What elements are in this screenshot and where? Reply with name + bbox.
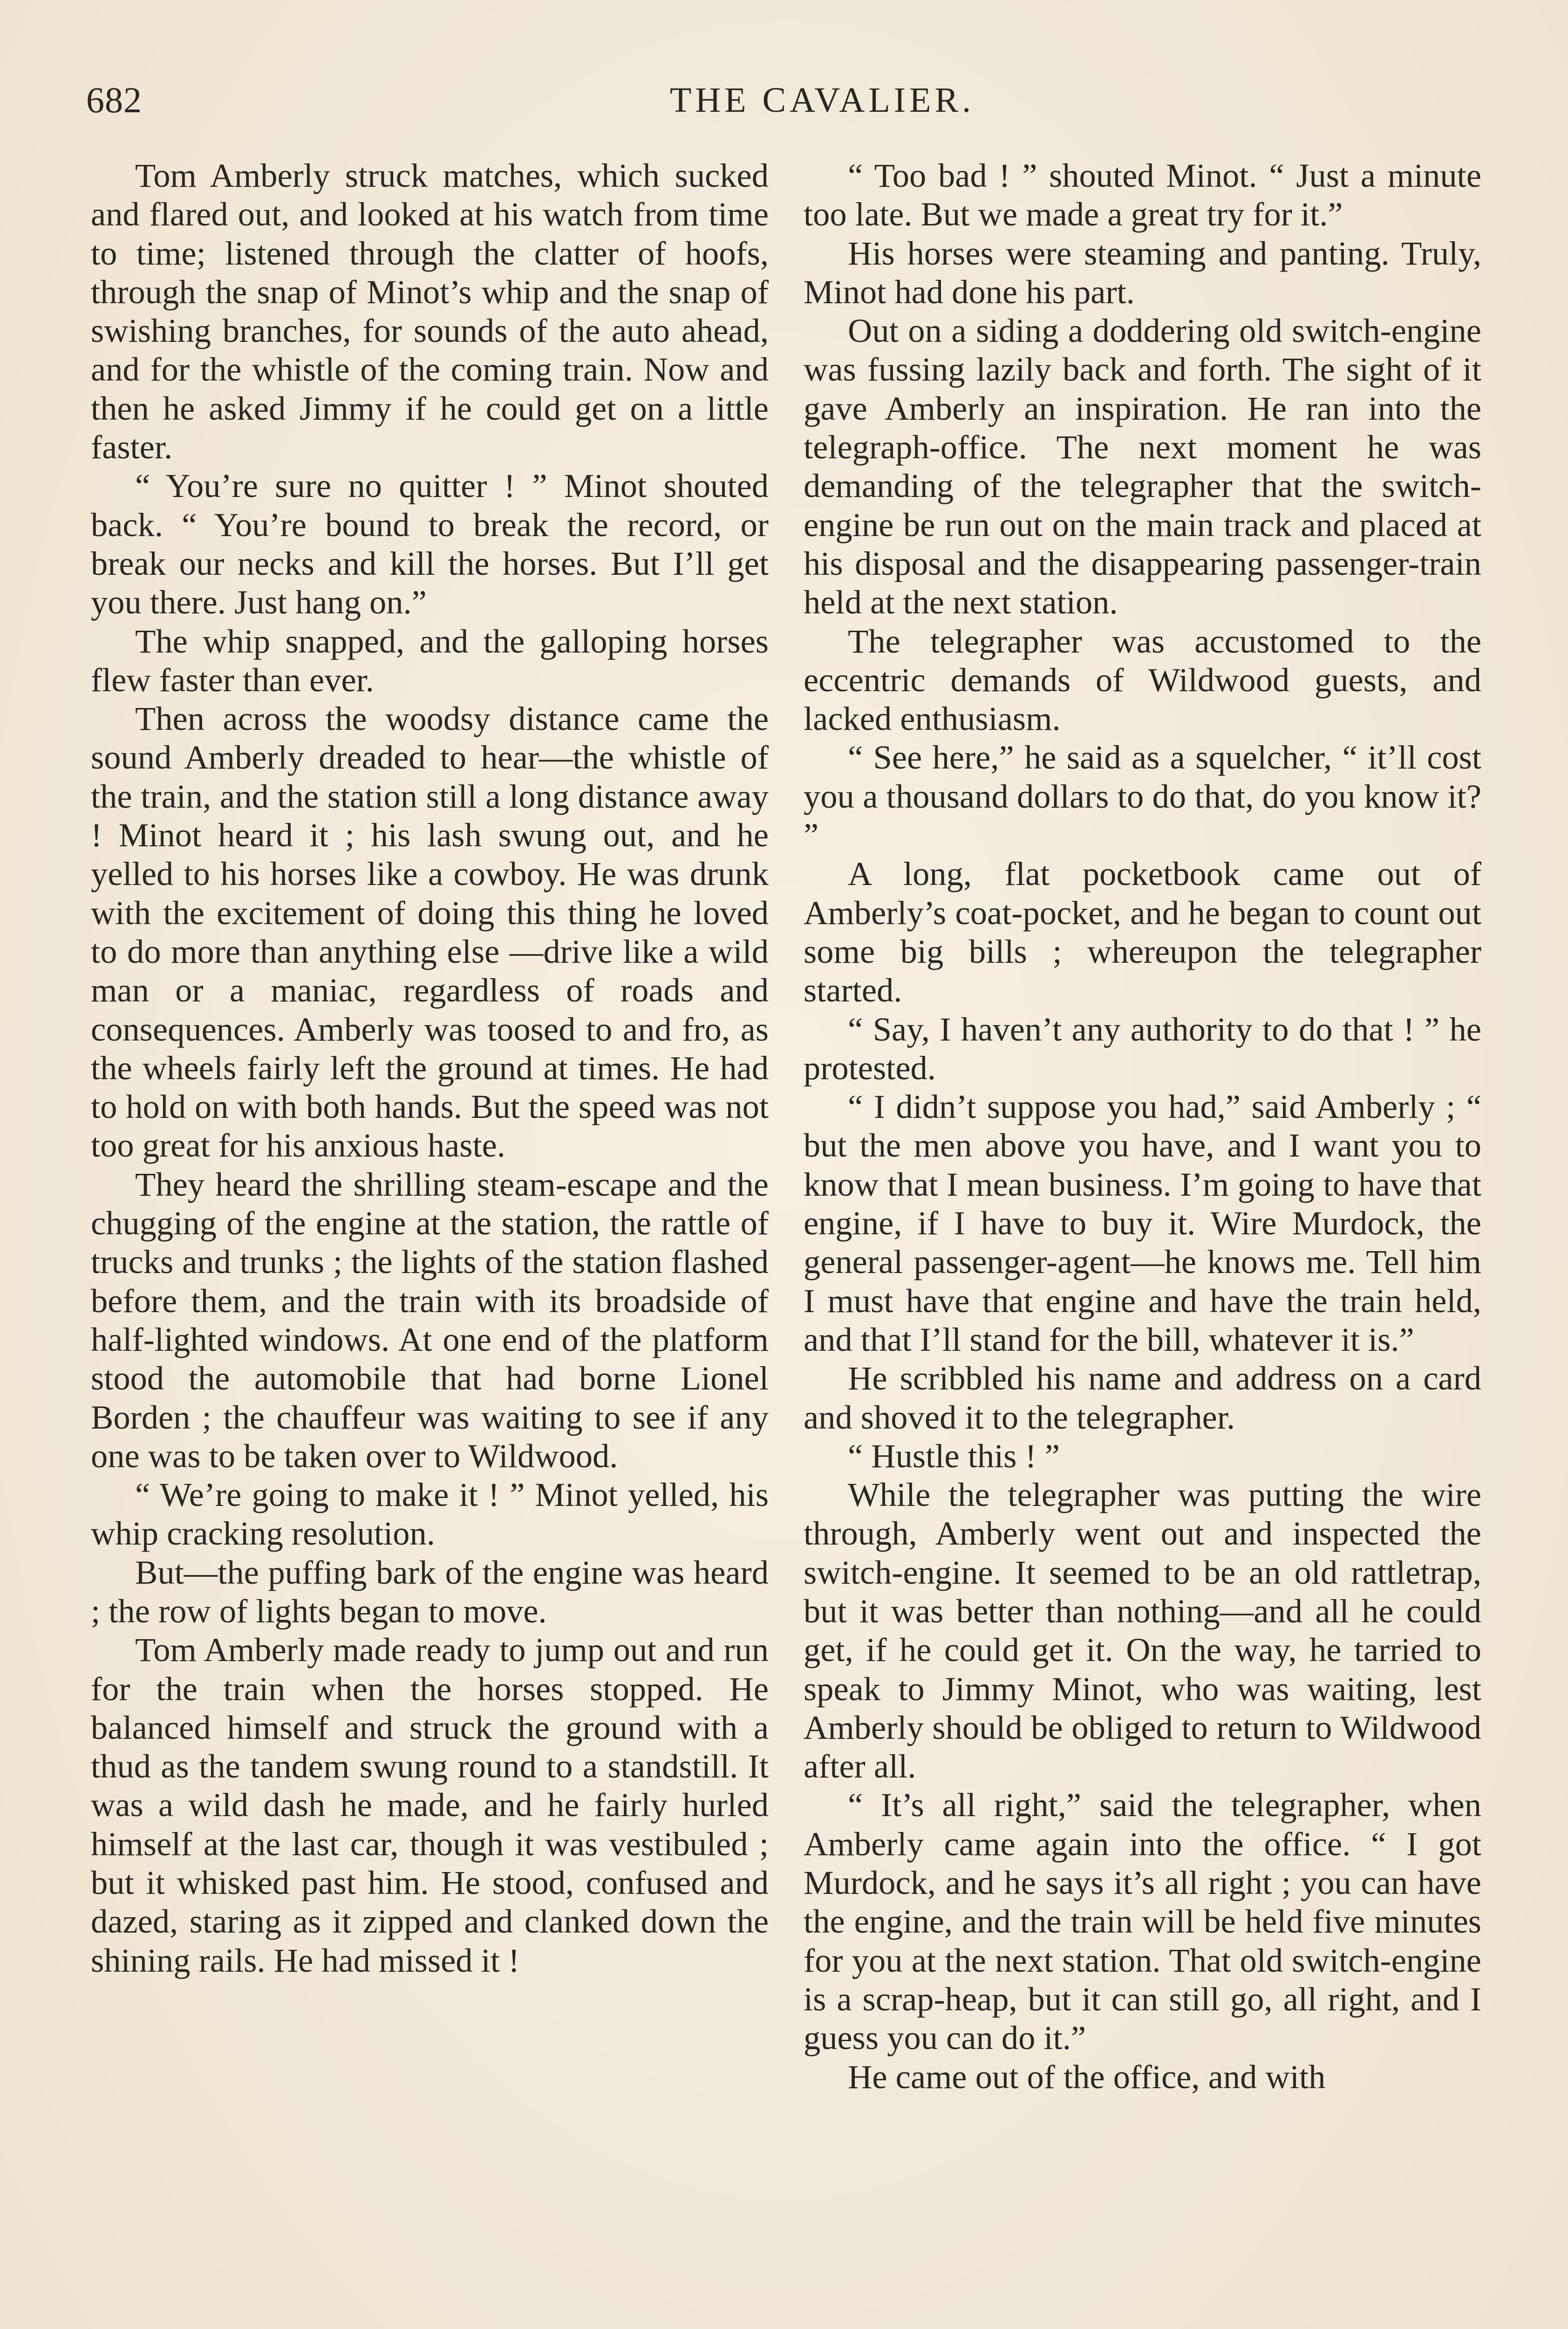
paragraph: Then across the woodsy distance came the sound Amberly dreaded to hear—the whistle of the train, and the station still a long distance away ! Minot heard it ; his lash swung out, and he yelled to his horses like a cowboy. He was drunk with the excitement of doing this thing he loved to do more than anything else —drive like a wild man or a maniac, regardless of roads and consequences. Amberly was toosed to and fro, as the wheels fairly left the ground at times. He had to hold on with both hands. But the speed was not too great for his anxious haste. — [91, 700, 769, 1164]
paragraph: They heard the shrilling steam-escape and the chugging of the engine at the station, the rattle of trucks and trunks ; the lights of the station flashed before them, and the train with its broadside of half-lighted windows. At one end of the platform stood the automobile that had borne Lionel Borden ; the chauffeur was waiting to see if any one was to be taken over to Wildwood. — [91, 1165, 769, 1475]
paragraph: He scribbled his name and address on a card and shoved it to the telegrapher. — [804, 1359, 1481, 1436]
paragraph: His horses were steaming and panting. Truly, Minot had done his part. — [804, 234, 1481, 311]
page-number: 682 — [86, 80, 142, 120]
page-header — [86, 77, 1484, 133]
paragraph: “ We’re going to make it ! ” Minot yelled, his whip cracking resolution. — [91, 1476, 769, 1553]
paragraph: While the telegrapher was putting the wire through, Amberly went out and inspected the switch-engine. It seemed to be an old rattletrap, but it was better than nothing—and all he could get, if he could get it. On the way, he tarried to speak to Jimmy Minot, who was waiting, lest Amberly should be obliged to return to Wildwood after all. — [804, 1476, 1481, 1785]
running-title: THE CAVALIER. — [669, 81, 975, 120]
paragraph: “ You’re sure no quitter ! ” Minot shouted back. “ You’re bound to break the record, or break our necks and kill the horses. But I’ll get you there. Just hang on.” — [91, 467, 769, 621]
paragraph: “ Too bad ! ” shouted Minot. “ Just a minute too late. But we made a great try for it.” — [804, 157, 1481, 233]
paragraph: “ See here,” he said as a squelcher, “ it’ll cost you a thousand dollars to do that, do you know it? ” — [804, 738, 1481, 854]
left-column — [91, 156, 769, 1980]
paragraph: A long, flat pocketbook came out of Amberly’s coat-pocket, and he began to count out some big bills ; whereupon the telegrapher started. — [804, 855, 1481, 1009]
paragraph: “ It’s all right,” said the telegrapher, when Amberly came again into the office. “ I got Murdock, and he says it’s all right ; you can have the engine, and the train will be held five minutes for you at the next station. That old switch-engine is a scrap-heap, but it can still go, all right, and I guess you can do it.” — [804, 1786, 1481, 2057]
paragraph: “ I didn’t suppose you had,” said Amberly ; “ but the men above you have, and I want you to know that I mean business. I’m going to have that engine, if I have to buy it. Wire Murdock, the general passenger-agent—he knows me. Tell him I must have that engine and have the train held, and that I’ll stand for the bill, whatever it is.” — [804, 1088, 1481, 1358]
right-column — [804, 156, 1481, 2096]
paragraph: Tom Amberly made ready to jump out and run for the train when the horses stopped. He balanced himself and struck the ground with a thud as the tandem swung round to a standstill. It was a wild dash he made, and he fairly hurled himself at the last car, though it was vestibuled ; but it whisked past him. He stood, confused and dazed, staring as it zipped and clanked down the shining rails. He had missed it ! — [91, 1631, 769, 1979]
paragraph: He came out of the office, and with — [848, 2057, 1326, 2096]
paragraph: The telegrapher was accustomed to the eccentric demands of Wildwood guests, and lacked enthusiasm. — [804, 622, 1481, 738]
paragraph: “ Say, I haven’t any authority to do that ! ” he protested. — [804, 1010, 1481, 1087]
paragraph: But—the puffing bark of the engine was heard ; the row of lights began to move. — [91, 1553, 769, 1630]
paragraph: The whip snapped, and the galloping horses flew faster than ever. — [91, 622, 769, 699]
paragraph: Out on a siding a doddering old switch-engine was fussing lazily back and forth. The sight of it gave Amberly an inspiration. He ran into the telegraph-office. The next moment he was demanding of the telegrapher that the switch-engine be run out on the main track and placed at his disposal and the disappearing passenger-train held at the next station. — [804, 312, 1481, 621]
paragraph: Tom Amberly struck matches, which sucked and flared out, and looked at his watch from time to time; listened through the clatter of hoofs, through the snap of Minot’s whip and the snap of swishing branches, for sounds of the auto ahead, and for the whistle of the coming train. Now and then he asked Jimmy if he could get on a little faster. — [91, 157, 769, 466]
paragraph: “ Hustle this ! ” — [848, 1437, 1060, 1475]
